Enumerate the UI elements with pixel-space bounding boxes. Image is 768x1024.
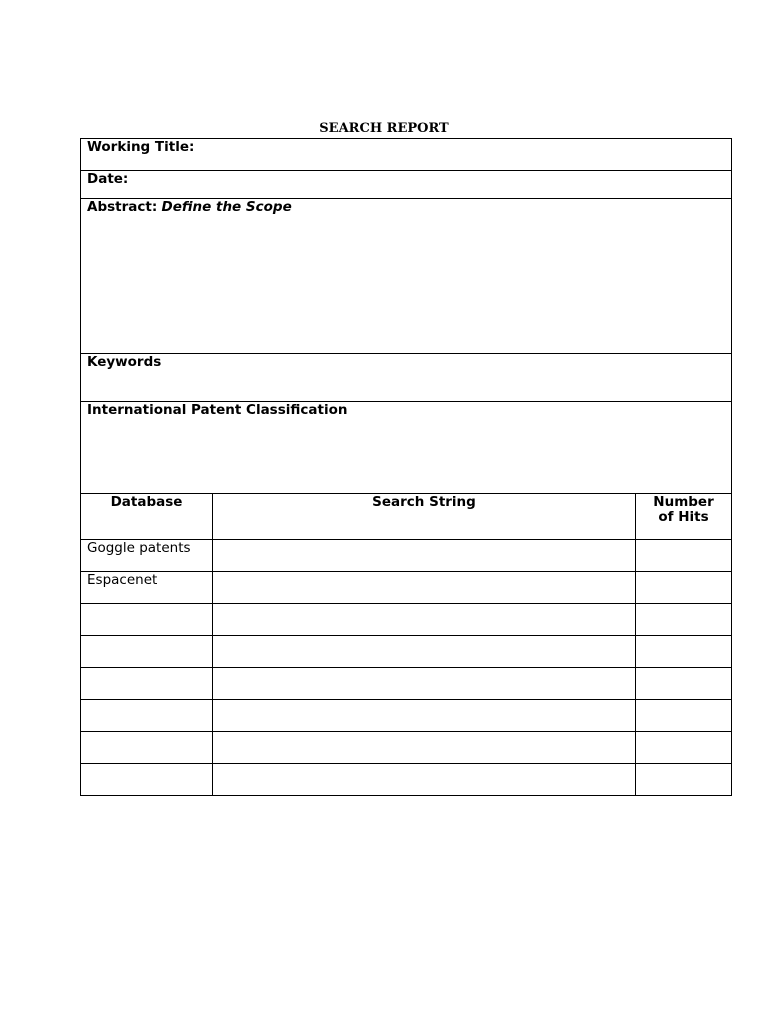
search-report-form [80,138,732,796]
table-row [81,572,732,604]
database-cell[interactable]: Goggle patents [81,540,213,572]
header-database: Database [81,494,213,540]
table-row [81,636,732,668]
search-string-cell[interactable] [213,604,636,636]
date-row [81,171,732,199]
search-string-cell[interactable] [213,668,636,700]
search-string-cell[interactable] [213,764,636,796]
table-row [81,700,732,732]
hits-cell[interactable] [636,764,732,796]
search-string-cell[interactable] [213,572,636,604]
ipc-row [81,402,732,494]
database-cell[interactable]: Espacenet [81,572,213,604]
hits-cell[interactable] [636,732,732,764]
search-string-cell[interactable] [213,732,636,764]
search-string-cell[interactable] [213,636,636,668]
table-row [81,540,732,572]
search-string-cell[interactable] [213,700,636,732]
search-string-cell[interactable] [213,540,636,572]
database-cell[interactable] [81,604,213,636]
report-title: SEARCH REPORT [319,121,449,136]
hits-cell[interactable] [636,636,732,668]
working-title-cell[interactable] [81,139,732,171]
header-number-of-hits [636,494,732,540]
hits-cell[interactable] [636,668,732,700]
ipc-label: International Patent Classification [87,402,348,418]
keywords-cell[interactable] [81,354,732,402]
abstract-row [81,199,732,354]
database-cell[interactable] [81,636,213,668]
header-search-string: Search String [213,494,636,540]
abstract-label: Abstract: [87,199,158,215]
header-hits-line2: of Hits [658,509,709,525]
hits-cell[interactable] [636,540,732,572]
hits-cell[interactable] [636,604,732,636]
abstract-cell[interactable] [81,199,732,354]
table-row [81,604,732,636]
working-title-row [81,139,732,171]
table-row [81,668,732,700]
date-label: Date: [87,171,129,187]
database-cell[interactable] [81,764,213,796]
date-cell[interactable] [81,171,732,199]
database-cell[interactable] [81,700,213,732]
table-row [81,764,732,796]
working-title-label: Working Title: [87,139,195,155]
database-cell[interactable] [81,668,213,700]
search-table-header-row [81,494,732,540]
database-cell[interactable] [81,732,213,764]
header-hits-line1: Number [653,494,714,510]
abstract-hint: Define the Scope [161,199,292,215]
keywords-label: Keywords [87,354,162,370]
hits-cell[interactable] [636,572,732,604]
hits-cell[interactable] [636,700,732,732]
ipc-cell[interactable] [81,402,732,494]
keywords-row [81,354,732,402]
table-row [81,732,732,764]
